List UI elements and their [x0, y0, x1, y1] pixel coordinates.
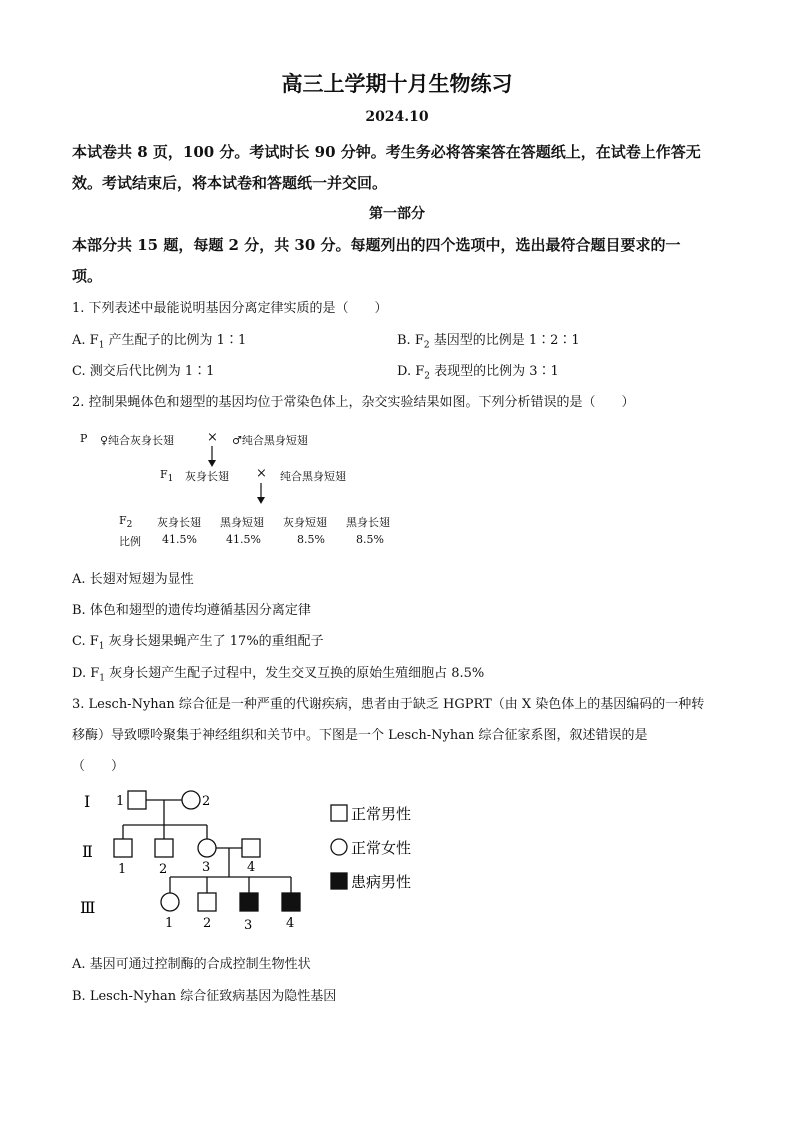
cross-f1-mate: 纯合黑身短翅 [280, 470, 346, 483]
gen2-number: 2 [159, 862, 168, 877]
part-heading: 第一部分 [369, 206, 425, 222]
legend-label: 患病男性 [351, 873, 412, 891]
q3-option-a: A. 基因可通过控制酶的合成控制生物性状 [72, 957, 311, 972]
gen3-number: 2 [203, 916, 212, 931]
gen1-female-2 [182, 791, 200, 809]
cross-p-female: ♀纯合灰身长翅 [100, 434, 175, 447]
gen2-number: 3 [202, 860, 211, 875]
gen3-female-1 [161, 893, 179, 911]
q2-option-d: D. $F_1$ 灰身长翅产生配子过程中，发生交叉互换的原始生殖细胞占 8.5% [72, 666, 485, 684]
q2-option-b: B. 体色和翅型的遗传均遵循基因分离定律 [72, 603, 311, 618]
cross-ratio-label: 比例 [119, 535, 141, 548]
gen2-male-1 [114, 839, 132, 857]
gen-label-1: Ⅰ [84, 792, 91, 811]
gen3-male-2 [198, 893, 216, 911]
q1-stem: 1. 下列表述中最能说明基因分离定律实质的是（ ） [72, 301, 388, 316]
cross-times-1: × [207, 430, 218, 445]
q3-stem-line-3: （ ） [72, 759, 125, 774]
q3-stem-line-2: 移酶）导致嘌呤聚集于神经组织和关节中。下图是一个 Lesch-Nyhan 综合征家系图，叙述错误的是 [72, 728, 648, 743]
f2-ratio: 41.5% [162, 533, 197, 546]
gen2-number: 4 [247, 860, 256, 875]
f2-phenotype: 黑身长翅 [346, 516, 390, 529]
page-title: 高三上学期十月生物练习 [281, 71, 513, 96]
q2-option-a: A. 长翅对短翅为显性 [72, 572, 194, 587]
exam-date: 2024.10 [365, 109, 429, 125]
cross-p-label: P [80, 432, 88, 445]
gen1-male-1 [128, 791, 146, 809]
gen3-number: 1 [165, 916, 174, 931]
gen-label-3: Ⅲ [80, 898, 96, 917]
f2-phenotype: 灰身短翅 [283, 516, 327, 529]
legend-label: 正常男性 [351, 805, 412, 823]
legend-male-symbol [331, 805, 347, 821]
cross-f1-label: $F_1$ [160, 468, 174, 485]
f2-phenotype: 黑身短翅 [220, 516, 264, 529]
q1-option-d: D. $F_2$ 表现型的比例为 3∶1 [397, 364, 559, 382]
legend-female-symbol [331, 839, 347, 855]
gen-label-2: Ⅱ [82, 842, 93, 861]
q2-stem: 2. 控制果蝇体色和翅型的基因均位于常染色体上，杂交实验结果如图。下列分析错误的是（ ） [72, 395, 635, 410]
cross-arrow-2 [254, 483, 268, 505]
cross-f2-label: $F_2$ [119, 514, 133, 531]
gen1-number: 2 [202, 794, 211, 809]
f2-phenotype: 灰身长翅 [157, 516, 201, 529]
gen2-number: 1 [118, 862, 127, 877]
q2-option-c: C. $F_1$ 灰身长翅果蝇产生了 17%的重组配子 [72, 634, 324, 652]
gen3-number: 4 [286, 916, 295, 931]
part-desc-line-2: 项。 [72, 267, 103, 285]
q1-option-b: B. $F_2$ 基因型的比例是 1∶2∶1 [397, 333, 580, 351]
f2-ratio: 41.5% [226, 533, 261, 546]
legend-affected-male-symbol [331, 873, 347, 889]
gen2-male-4 [242, 839, 260, 857]
pedigree-chart [72, 785, 432, 935]
cross-times-2: × [256, 466, 267, 481]
q1-option-c: C. 测交后代比例为 1∶1 [72, 364, 215, 379]
gen3-affected-male-4 [282, 893, 300, 911]
f2-ratio: 8.5% [297, 533, 325, 546]
gen3-number: 3 [244, 918, 253, 933]
q1-option-a: A. $F_1$ 产生配子的比例为 1∶1 [72, 333, 247, 351]
legend-label: 正常女性 [351, 839, 412, 857]
gen1-number: 1 [116, 794, 125, 809]
f2-ratio: 8.5% [356, 533, 384, 546]
gen2-male-2 [155, 839, 173, 857]
instructions-line-2: 效。考试结束后，将本试卷和答题纸一并交回。 [72, 174, 388, 192]
instructions-line-1: 本试卷共 8 页，100 分。考试时长 90 分钟。考生务必将答案答在答题纸上，在试卷上作答无 [72, 143, 701, 161]
q3-option-b: B. Lesch-Nyhan 综合征致病基因为隐性基因 [72, 989, 337, 1004]
q3-stem-line-1: 3. Lesch-Nyhan 综合征是一种严重的代谢疾病，患者由于缺乏 HGPRT（由 X 染色体上的基因编码的一种转 [72, 697, 705, 712]
part-desc-line-1: 本部分共 15 题，每题 2 分，共 30 分。每题列出的四个选项中，选出最符合题目要求的一 [72, 236, 681, 254]
gen2-female-3 [198, 839, 216, 857]
gen3-affected-male-3 [240, 893, 258, 911]
cross-arrow-1 [205, 446, 219, 468]
cross-f1-phenotype: 灰身长翅 [185, 470, 229, 483]
cross-p-male: ♂纯合黑身短翅 [232, 434, 308, 447]
